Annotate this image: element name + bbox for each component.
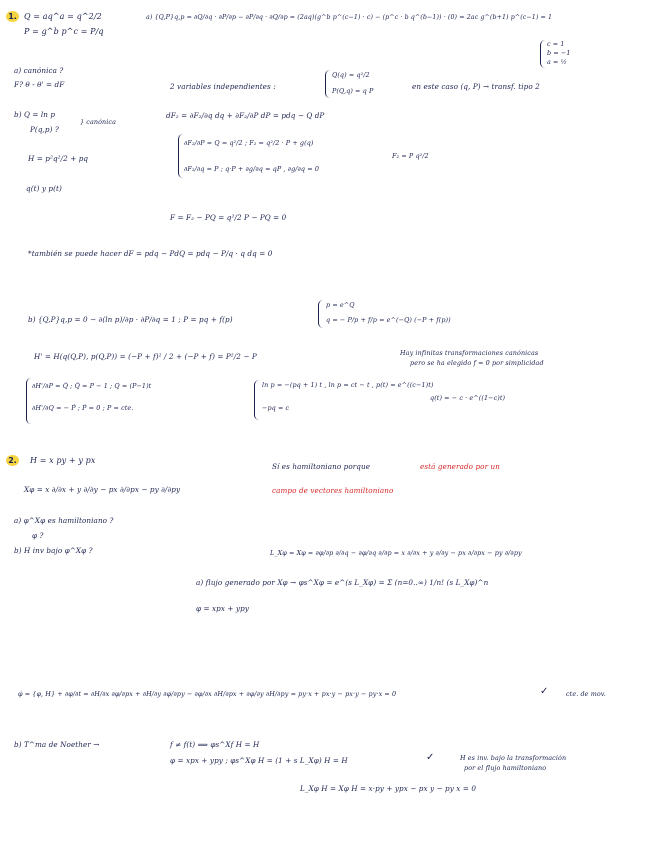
p1-ham-eq2: ∂H'/∂Q = − Ṗ ; Ṗ = 0 ; P = cte. bbox=[32, 404, 134, 412]
p1-def-q: Q = aq^a = q^2/2 bbox=[24, 12, 102, 21]
p1-b1-p: p = e^Q bbox=[326, 301, 355, 309]
p1-b-hamiltonian: H = p²q²/2 + pq bbox=[28, 154, 89, 163]
p2-last-line: L_Xφ H = Xφ H = x·py + ypx − px y − py x = 0 bbox=[300, 784, 477, 793]
p2-b-question: b) H inv bajo φ^Xφ ? bbox=[14, 546, 93, 555]
p2-answer-black: Sí es hamiltoniano porque bbox=[272, 462, 371, 471]
p1-a-question: a) canónica ? bbox=[14, 66, 64, 75]
p1-a-f: F? θ - θ' = dF bbox=[14, 80, 65, 89]
p2-inv-note-2: por el flujo hamiltoniano bbox=[464, 764, 547, 772]
p1-b1-brace bbox=[318, 300, 323, 328]
p1-f-final: F = F₂ − PQ = q²/2 P − PQ = 0 bbox=[170, 213, 287, 222]
p2-check-icon-2: ✓ bbox=[426, 752, 435, 763]
p2-a-question: a) φ^Xφ es hamiltoniano ? bbox=[14, 516, 114, 525]
p1-h-prime: H' = H(q(Q,P), p(Q,P)) = (−P + f)² / 2 + (−P + f) = P²/2 − P bbox=[34, 352, 257, 361]
p1-f-brace bbox=[178, 134, 183, 178]
p2-cte-mov: cte. de mov. bbox=[566, 690, 606, 698]
p1-sol-eq3: q(t) = − c · e^((1−c)t) bbox=[430, 394, 506, 402]
p1-poisson-bracket: a) {Q,P}q,p = ∂Q/∂q · ∂P/∂p − ∂P/∂q · ∂Q/∂p = (2aq)(g^b p^(c−1) · c) − (p^c · b q^(b−1)) · (0) = 2ac g^(b+1) p^(c−1) = 1 bbox=[146, 14, 553, 21]
p1-abc-c: c = 1 bbox=[547, 40, 565, 48]
problem-2-badge: 2. bbox=[6, 455, 19, 466]
p2-xphi: Xφ = x ∂/∂x + y ∂/∂y − px ∂/∂px − py ∂/∂py bbox=[24, 485, 181, 494]
p1-b-canonica: } canónica bbox=[80, 118, 116, 126]
p1-b1-bracket: b) {Q,P}q,p = 0 − ∂(ln p)/∂p · ∂P/∂q = 1 ; P = pq + f(p) bbox=[28, 315, 233, 324]
p1-ham-brace bbox=[26, 378, 31, 424]
p1-b-p: P(q,p) ? bbox=[30, 125, 59, 134]
p1-abc-a: a = ½ bbox=[547, 58, 567, 66]
p1-sol-eq1: ln p = −(pq + 1) t , ln p = ct − t , p(t) = e^((c−1)t) bbox=[262, 381, 434, 389]
p1-def-p: P = g^b p^c = P/q bbox=[24, 27, 104, 36]
p1-h-note-1: Hay infinitas transformaciones canónicas bbox=[400, 349, 539, 357]
p1-b-qt-pt: q(t) y p(t) bbox=[26, 184, 62, 193]
p2-noether-eq1: f ≠ f(t) ⟹ φs^Xf H = H bbox=[170, 740, 260, 749]
p2-phi-dot: φ̇ = {φ, H} + ∂φ/∂t = ∂H/∂x ∂φ/∂px + ∂H/∂y ∂φ/∂py − ∂φ/∂x ∂H/∂px + ∂φ/∂y ∂H/∂py = py·x + px·y − px·y − py·x = 0 bbox=[18, 690, 397, 698]
p1-sol-brace bbox=[254, 380, 259, 420]
p2-lie-derivative: L_Xφ = Xφ = ∂φ/∂p ∂/∂q − ∂φ/∂q ∂/∂p = x ∂/∂x + y ∂/∂y − px ∂/∂px − py ∂/∂py bbox=[270, 549, 522, 557]
p2-noether: b) T^ma de Noether → bbox=[14, 740, 100, 749]
p1-abc-brace bbox=[540, 40, 545, 68]
p2-hamiltonian: H = x py + y px bbox=[30, 456, 96, 465]
p2-check-icon: ✓ bbox=[540, 686, 549, 697]
p1-df2: dF₂ = ∂F₂/∂q dq + ∂F₂/∂P dP = pdq − Q dP bbox=[166, 111, 325, 120]
p1-abc-b: b = −1 bbox=[547, 49, 571, 57]
p2-phi: φ = xpx + ypy bbox=[196, 604, 249, 613]
p1-also-note: *también se puede hacer dF = pdq − PdQ = pdq − P/q · q dq = 0 bbox=[28, 249, 273, 258]
p1-b1-q: q = − P/p + f/p = e^(−Q) (−P + f(p)) bbox=[326, 316, 451, 324]
p1-b-q: b) Q = ln p bbox=[14, 110, 56, 119]
problem-1-badge: 1. bbox=[6, 11, 19, 22]
p1-sol-eq2: −pq = c bbox=[262, 404, 290, 412]
p1-vars-label: 2 variables independientes : bbox=[170, 82, 276, 91]
p2-answer-red-1: está generado por un bbox=[420, 462, 500, 471]
p1-vars-note: en este caso (q, P) → transf. tipo 2 bbox=[412, 82, 540, 91]
p1-vars-brace bbox=[325, 70, 330, 98]
p1-f-eq1: ∂F₂/∂P = Q = q²/2 ; F₂ = q²/2 · P + g(q) bbox=[184, 139, 314, 147]
p2-answer-red-2: campo de vectores hamiltoniano bbox=[272, 486, 394, 495]
p1-f2-result: F₂ = P q²/2 bbox=[392, 152, 429, 160]
p2-flow: a) flujo generado por Xφ → φs^Xφ = e^(s L_Xφ) = Σ (n=0..∞) 1/n! (s L_Xφ)^n bbox=[196, 578, 489, 587]
p2-noether-eq2: φ = xpx + ypy ; φs^Xφ H = (1 + s L_Xφ) H = H bbox=[170, 756, 348, 765]
p1-h-note-2: pero se ha elegido f = 0 por simplicidad bbox=[410, 359, 544, 367]
p2-a-phi: φ ? bbox=[32, 531, 44, 540]
p1-f-eq2: ∂F₂/∂q = P ; q·P + ∂g/∂q = qP , ∂g/∂q = 0 bbox=[184, 165, 319, 173]
p1-var-p: P(Q,q) = q P bbox=[332, 87, 374, 95]
p1-var-q: Q(q) = q²/2 bbox=[332, 71, 370, 79]
p1-ham-eq1: ∂H'/∂P = Q̇ ; Q̇ = P − 1 ; Q = (P−1)t bbox=[32, 382, 152, 390]
p2-inv-note-1: H es inv. bajo la transformación bbox=[460, 754, 567, 762]
